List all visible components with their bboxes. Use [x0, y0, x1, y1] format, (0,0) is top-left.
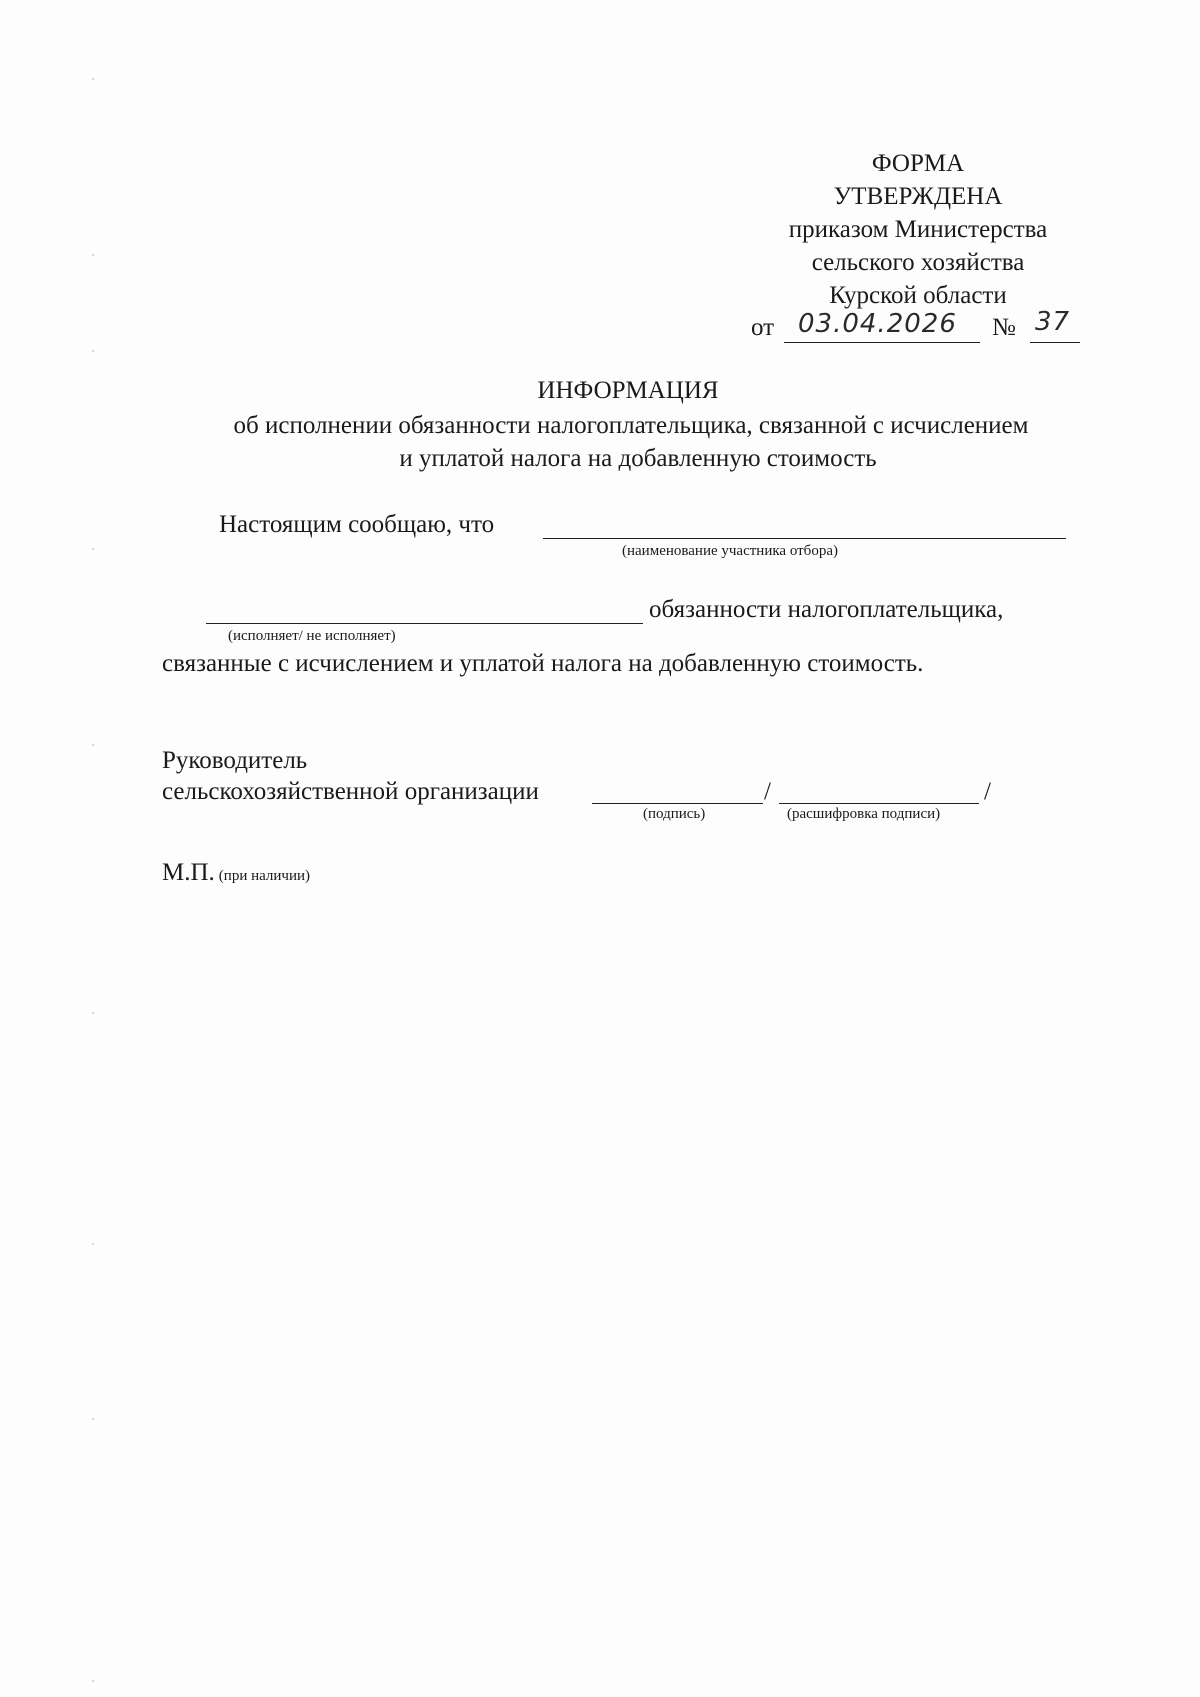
- date-prefix: от: [751, 314, 775, 341]
- signature-caption: (подпись): [643, 806, 706, 822]
- signature-blank: [592, 803, 763, 804]
- participant-name-blank: [543, 538, 1066, 539]
- number-prefix: №: [992, 314, 1016, 341]
- region-line: Курской области: [829, 282, 1007, 309]
- participant-caption: (наименование участника отбора): [622, 543, 838, 559]
- scan-speck: [92, 78, 94, 80]
- number-underline: [1030, 342, 1080, 343]
- scan-speck: [92, 1243, 94, 1245]
- handwritten-date: 03.04.2026: [798, 309, 957, 339]
- approved-label: УТВЕРЖДЕНА: [833, 183, 1003, 210]
- signature-decode-blank: [779, 803, 979, 804]
- stamp-place: [162, 859, 310, 887]
- handwritten-number: 37: [1035, 307, 1071, 337]
- document-subtitle-line2: и уплатой налога на добавленную стоимость: [399, 445, 877, 472]
- scan-speck: [92, 1012, 94, 1014]
- execution-status-blank: [206, 623, 643, 624]
- scan-speck: [92, 350, 94, 352]
- agriculture-line: сельского хозяйства: [811, 249, 1025, 276]
- scan-speck: [92, 548, 94, 550]
- scan-speck: [92, 744, 94, 746]
- stamp-note: (при наличии): [218, 868, 311, 884]
- document-subtitle-line1: об исполнении обязанности налогоплательщика, связанной с исчислением: [233, 412, 1029, 439]
- continuation-text: связанные с исчислением и уплатой налога на добавленную стоимость.: [162, 650, 924, 677]
- head-role-line2: сельскохозяйственной организации: [162, 778, 539, 805]
- form-label: ФОРМА: [871, 150, 965, 177]
- scan-speck: [92, 254, 94, 256]
- scan-speck: [92, 1418, 94, 1420]
- intro-text: Настоящим сообщаю, что: [219, 511, 495, 538]
- date-underline: [784, 342, 980, 343]
- head-role-line1: Руководитель: [162, 747, 308, 774]
- signature-end-slash: /: [984, 778, 991, 805]
- stamp-label: М.П.: [162, 859, 215, 886]
- order-ministry-line: приказом Министерства: [788, 216, 1048, 243]
- scan-speck: [92, 1680, 94, 1682]
- document-title: ИНФОРМАЦИЯ: [537, 377, 719, 404]
- signature-separator: /: [764, 778, 771, 805]
- execution-caption: (исполняет/ не исполняет): [228, 628, 396, 644]
- obligation-text: обязанности налогоплательщика,: [649, 596, 1004, 623]
- signature-decode-caption: (расшифровка подписи): [787, 806, 941, 822]
